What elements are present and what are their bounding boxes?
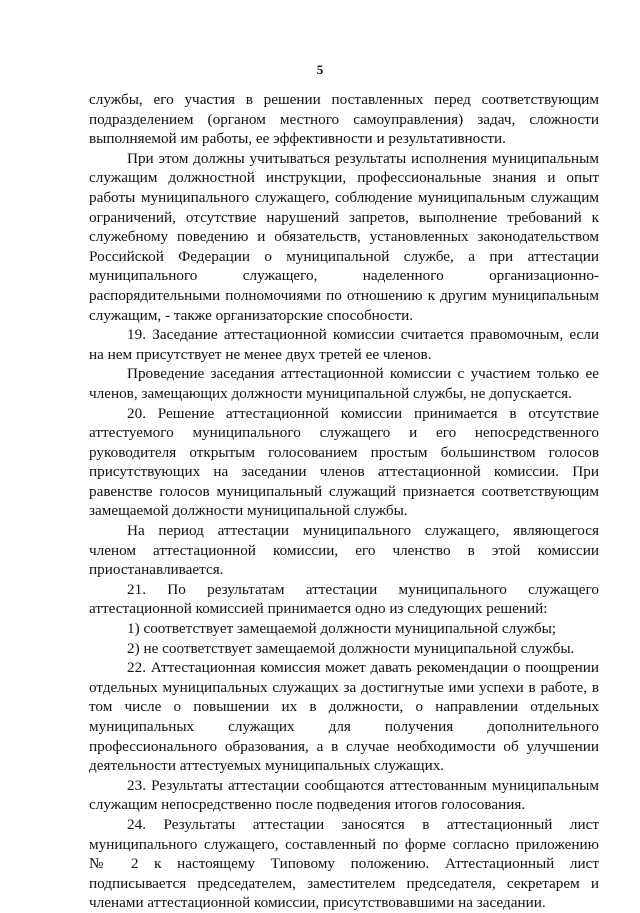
page-number: 5 [316, 62, 324, 77]
document-body [89, 90, 599, 913]
paragraph-clause-19: 19. Заседание аттестационной комиссии считается правомочным, если на нем присутствует не менее двух третей ее членов. [89, 326, 599, 363]
paragraph-clause-21: 21. По результатам аттестации муниципального служащего аттестационной комиссией принимается одно из следующих решений: [89, 580, 599, 618]
paragraph-clause-23: 23. Результаты аттестации сообщаются аттестованным муниципальным служащим непосредственно после подведения итогов голосования. [89, 776, 599, 814]
paragraph-meeting-members: Проведение заседания аттестационной комиссии с участием только ее членов, замещающих должности муниципальной службы, не допускается. [89, 365, 599, 402]
paragraph-clause-22: 22. Аттестационная комиссия может давать рекомендации о поощрении отдельных муниципальных служащих за достигнутые ими успехи в работе, в том числе о повышении их в должности, о направлении отдельных муниципальных служащих для получения дополнительного профессионального образования, а в случае необходимости об улучшении деятельности аттестуемых муниципальных служащих. [89, 659, 599, 775]
paragraph-membership-suspended: На период аттестации муниципального служащего, являющегося членом аттестационной комиссии, его членство в этой комиссии приостанавливается. [89, 522, 599, 579]
paragraph-clause-24: 24. Результаты аттестации заносятся в аттестационный лист муниципального служащего, составленный по форме согласно приложению № 2 к настоящему Типовому положению. Аттестационный лист подписывается председателем, заместителем председателя, секретарем и членами аттестационной комиссии, присутствовавшими на заседании. [89, 815, 599, 912]
paragraph-continuation: службы, его участия в решении поставленных перед соответствующим подразделением (органом местного самоуправления) задач, сложности выполняемой им работы, ее эффективности и результативности. [89, 91, 599, 148]
paragraph-evaluation-criteria: При этом должны учитываться результаты исполнения муниципальным служащим должностной инструкции, профессиональные знания и опыт работы муниципального служащего, соблюдение муниципальным служащим ограничений, отсутствие нарушений запретов, выполнение требований к служебному поведению и обязательств, установленных законодательством Российской Федерации о муниципальной службе, а при аттестации муниципального служащего, наделенного организационно-распорядительными полномочиями по отношению к другим муниципальным служащим, - также организаторские способности. [89, 149, 599, 324]
list-item-decision-1: 1) соответствует замещаемой должности муниципальной службы; [127, 620, 557, 638]
paragraph-clause-20: 20. Решение аттестационной комиссии принимается в отсутствие аттестуемого муниципального служащего и его непосредственного руководителя открытым голосованием простым большинством голосов присутствующих на заседании членов аттестационной комиссии. При равенстве голосов муниципальный служащий признается соответствующим замещаемой должности муниципальной службы. [89, 404, 599, 520]
list-item-decision-2: 2) не соответствует замещаемой должности муниципальной службы. [127, 639, 575, 657]
